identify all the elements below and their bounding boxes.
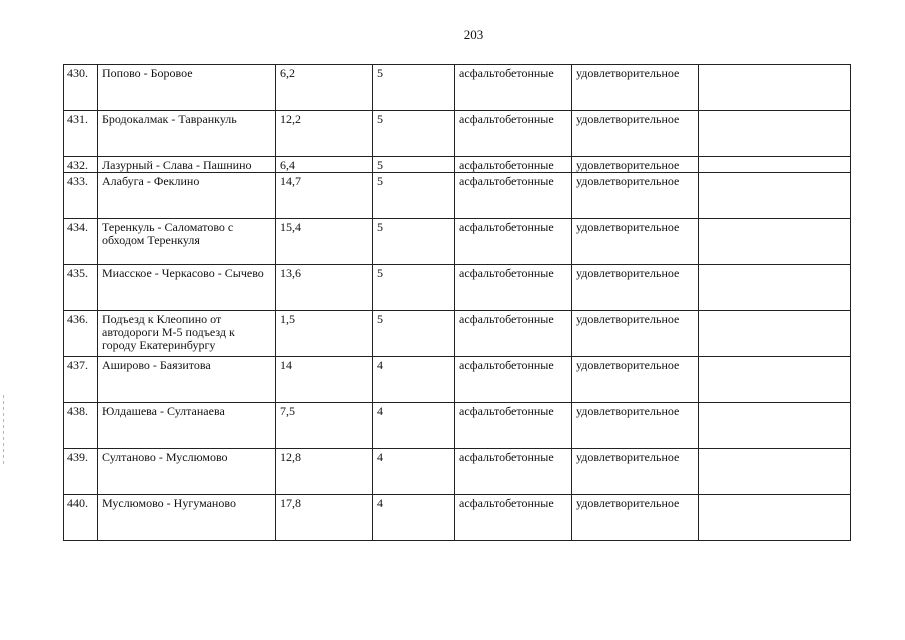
table-row [64, 111, 851, 157]
road-name: Лазурный - Слава - Пашнино [98, 157, 276, 173]
road-condition: удовлетворительное [572, 449, 699, 495]
road-length: 15,4 [276, 219, 373, 265]
road-surface: асфальтобетонные [455, 265, 572, 311]
scan-margin-mark [3, 395, 4, 465]
road-name: Подъезд к Клеопино от автодороги М-5 подъезд к городу Екатеринбургу [98, 311, 276, 357]
road-note [699, 311, 851, 357]
road-length: 14 [276, 357, 373, 403]
page-number: 203 [463, 27, 484, 42]
table-row [64, 265, 851, 311]
road-category: 5 [373, 157, 455, 173]
road-note [699, 265, 851, 311]
road-length: 7,5 [276, 403, 373, 449]
road-surface: асфальтобетонные [455, 219, 572, 265]
road-condition: удовлетворительное [572, 157, 699, 173]
road-length: 17,8 [276, 495, 373, 541]
road-surface: асфальтобетонные [455, 311, 572, 357]
road-note [699, 495, 851, 541]
row-number: 436. [64, 311, 98, 357]
row-number: 430. [64, 65, 98, 111]
row-number: 435. [64, 265, 98, 311]
road-category: 5 [373, 111, 455, 157]
road-condition: удовлетворительное [572, 403, 699, 449]
row-number: 433. [64, 173, 98, 219]
road-surface: асфальтобетонные [455, 157, 572, 173]
table-row [64, 449, 851, 495]
row-number: 438. [64, 403, 98, 449]
road-note [699, 111, 851, 157]
table-row [64, 65, 851, 111]
row-number: 434. [64, 219, 98, 265]
road-category: 5 [373, 219, 455, 265]
table-row [64, 311, 851, 357]
road-length: 6,2 [276, 65, 373, 111]
road-name: Султаново - Муслюмово [98, 449, 276, 495]
row-number: 439. [64, 449, 98, 495]
road-condition: удовлетворительное [572, 173, 699, 219]
road-surface: асфальтобетонные [455, 111, 572, 157]
road-note [699, 403, 851, 449]
road-note [699, 157, 851, 173]
row-number: 432. [64, 157, 98, 173]
road-name: Теренкуль - Саломатово с обходом Теренкуля [98, 219, 276, 265]
road-length: 13,6 [276, 265, 373, 311]
road-category: 4 [373, 449, 455, 495]
row-number: 440. [64, 495, 98, 541]
table-row [64, 219, 851, 265]
road-note [699, 357, 851, 403]
road-surface: асфальтобетонные [455, 173, 572, 219]
road-category: 5 [373, 311, 455, 357]
table-row [64, 357, 851, 403]
road-name: Аширово - Баязитова [98, 357, 276, 403]
road-length: 12,8 [276, 449, 373, 495]
road-note [699, 219, 851, 265]
road-name: Попово - Боровое [98, 65, 276, 111]
road-surface: асфальтобетонные [455, 65, 572, 111]
road-surface: асфальтобетонные [455, 449, 572, 495]
road-note [699, 173, 851, 219]
road-name: Муслюмово - Нугуманово [98, 495, 276, 541]
road-category: 4 [373, 495, 455, 541]
road-category: 4 [373, 357, 455, 403]
road-surface: асфальтобетонные [455, 357, 572, 403]
road-category: 5 [373, 65, 455, 111]
road-name: Бродокалмак - Тавранкуль [98, 111, 276, 157]
road-note [699, 449, 851, 495]
road-condition: удовлетворительное [572, 65, 699, 111]
road-name: Юлдашева - Султанаева [98, 403, 276, 449]
road-condition: удовлетворительное [572, 495, 699, 541]
road-surface: асфальтобетонные [455, 495, 572, 541]
road-note [699, 65, 851, 111]
road-condition: удовлетворительное [572, 111, 699, 157]
road-category: 5 [373, 265, 455, 311]
table-row [64, 157, 851, 173]
road-name: Алабуга - Феклино [98, 173, 276, 219]
road-condition: удовлетворительное [572, 311, 699, 357]
row-number: 431. [64, 111, 98, 157]
table-row [64, 173, 851, 219]
table-row [64, 403, 851, 449]
road-name: Миасское - Черкасово - Сычево [98, 265, 276, 311]
road-condition: удовлетворительное [572, 265, 699, 311]
road-surface: асфальтобетонные [455, 403, 572, 449]
table-row [64, 495, 851, 541]
road-length: 14,7 [276, 173, 373, 219]
road-category: 5 [373, 173, 455, 219]
road-length: 6,4 [276, 157, 373, 173]
road-category: 4 [373, 403, 455, 449]
roads-table [63, 64, 851, 541]
road-condition: удовлетворительное [572, 219, 699, 265]
road-condition: удовлетворительное [572, 357, 699, 403]
row-number: 437. [64, 357, 98, 403]
road-length: 12,2 [276, 111, 373, 157]
road-length: 1,5 [276, 311, 373, 357]
